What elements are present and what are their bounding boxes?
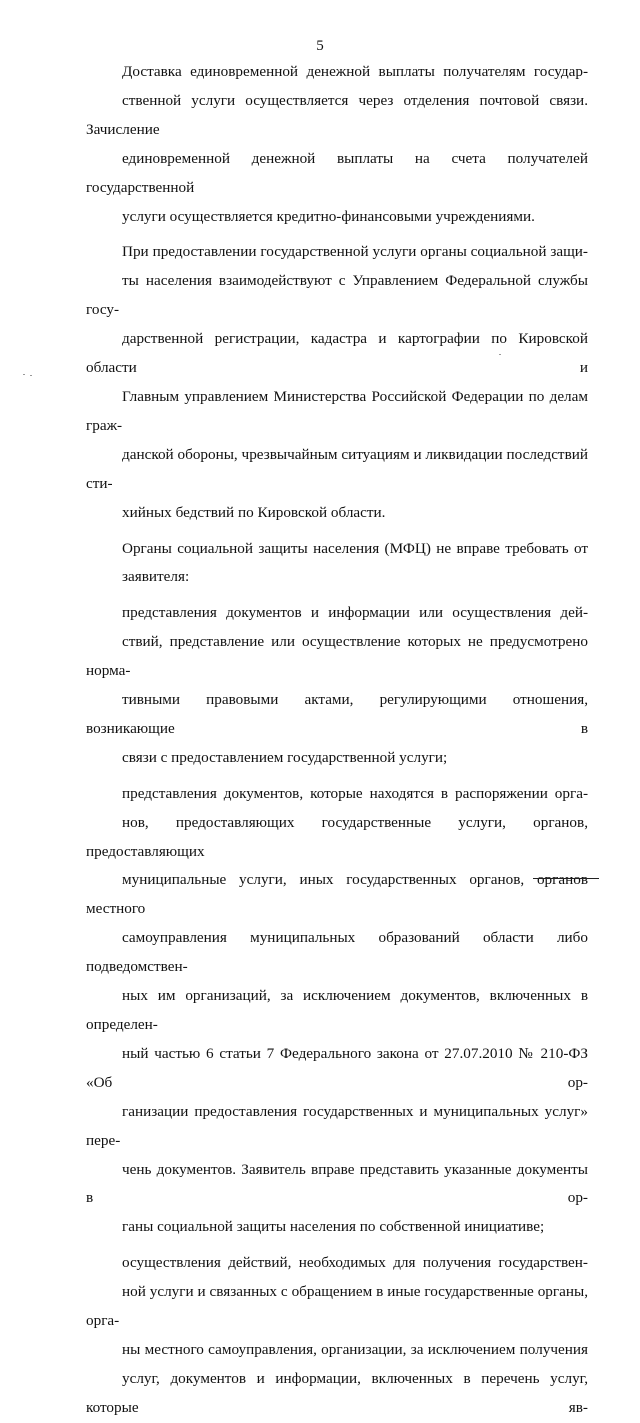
paragraph-interaction [86, 238, 588, 527]
scan-speck [23, 374, 25, 375]
paragraph-item-documents-actions [86, 599, 588, 772]
text-line: ственной услуги осуществляется через отделения почтовой связи. Зачисление [86, 91, 588, 138]
text-line: услуги осуществляется кредитно-финансовыми учреждениями. [122, 207, 535, 225]
paragraph-not-entitled [86, 535, 588, 593]
paragraph-item-actions-needed [86, 1249, 588, 1422]
text-line: связи с предоставлением государственной услуги; [122, 748, 448, 766]
text-line: муниципальные услуги, иных государственных органов, органов местного [86, 871, 588, 918]
scan-speck [499, 354, 501, 355]
text-line: ны местного самоуправления, организации, за исключением получения [122, 1340, 588, 1358]
paragraph-item-documents-held [86, 780, 588, 1243]
text-line: представления документов, которые находятся в распоряжении орга- [122, 784, 588, 802]
text-line: представления документов и информации или осуществления дей- [122, 604, 588, 622]
text-line: При предоставлении государственной услуги органы социальной защи- [122, 243, 588, 261]
page-number: 5 [316, 38, 324, 54]
text-line: самоуправления муниципальных образований области либо подведомствен- [86, 929, 588, 976]
text-line: данской обороны, чрезвычайным ситуациям и ликвидации последствий сти- [86, 445, 588, 492]
text-line: ствий, представление или осуществление которых не предусмотрено норма- [86, 633, 588, 680]
text-line: Доставка единовременной денежной выплаты получателям государ- [122, 63, 588, 80]
scan-speck [30, 375, 32, 376]
text-line: ты населения взаимодействуют с Управлением Федеральной службы госу- [86, 272, 588, 319]
text-line: единовременной денежной выплаты на счета получателей государственной [86, 149, 588, 196]
text-line: осуществления действий, необходимых для получения государствен- [122, 1254, 588, 1272]
text-line: тивными правовыми актами, регулирующими отношения, возникающие в [86, 691, 588, 737]
text-line: хийных бедствий по Кировской области. [122, 503, 386, 521]
footer-rule [533, 878, 599, 879]
text-line: чень документов. Заявитель вправе представить указанные документы в ор- [86, 1160, 588, 1207]
text-line: заявителя: [122, 568, 190, 586]
text-line: ганы социальной защиты населения по собственной инициативе; [122, 1218, 545, 1236]
text-line: услуг, документов и информации, включенных в перечень услуг, которые яв- [86, 1369, 588, 1416]
text-line: ный частью 6 статьи 7 Федерального закона от 27.07.2010 № 210-ФЗ «Об ор- [86, 1044, 588, 1091]
text-line: дарственной регистрации, кадастра и картографии по Кировской области и [86, 330, 588, 377]
text-line: ной услуги и связанных с обращением в иные государственные органы, орга- [86, 1283, 588, 1330]
text-line: нов, предоставляющих государственные услуги, органов, предоставляющих [86, 813, 588, 860]
text-line: ных им организаций, за исключением документов, включенных в определен- [86, 987, 588, 1033]
text-line: ганизации предоставления государственных и муниципальных услуг» пере- [86, 1102, 588, 1149]
paragraph-payment-delivery [86, 58, 588, 231]
text-line: Главным управлением Министерства Российской Федерации по делам граж- [86, 387, 588, 434]
document-body [86, 58, 588, 1423]
text-line: Органы социальной защиты населения (МФЦ) не вправе требовать от [122, 539, 588, 557]
